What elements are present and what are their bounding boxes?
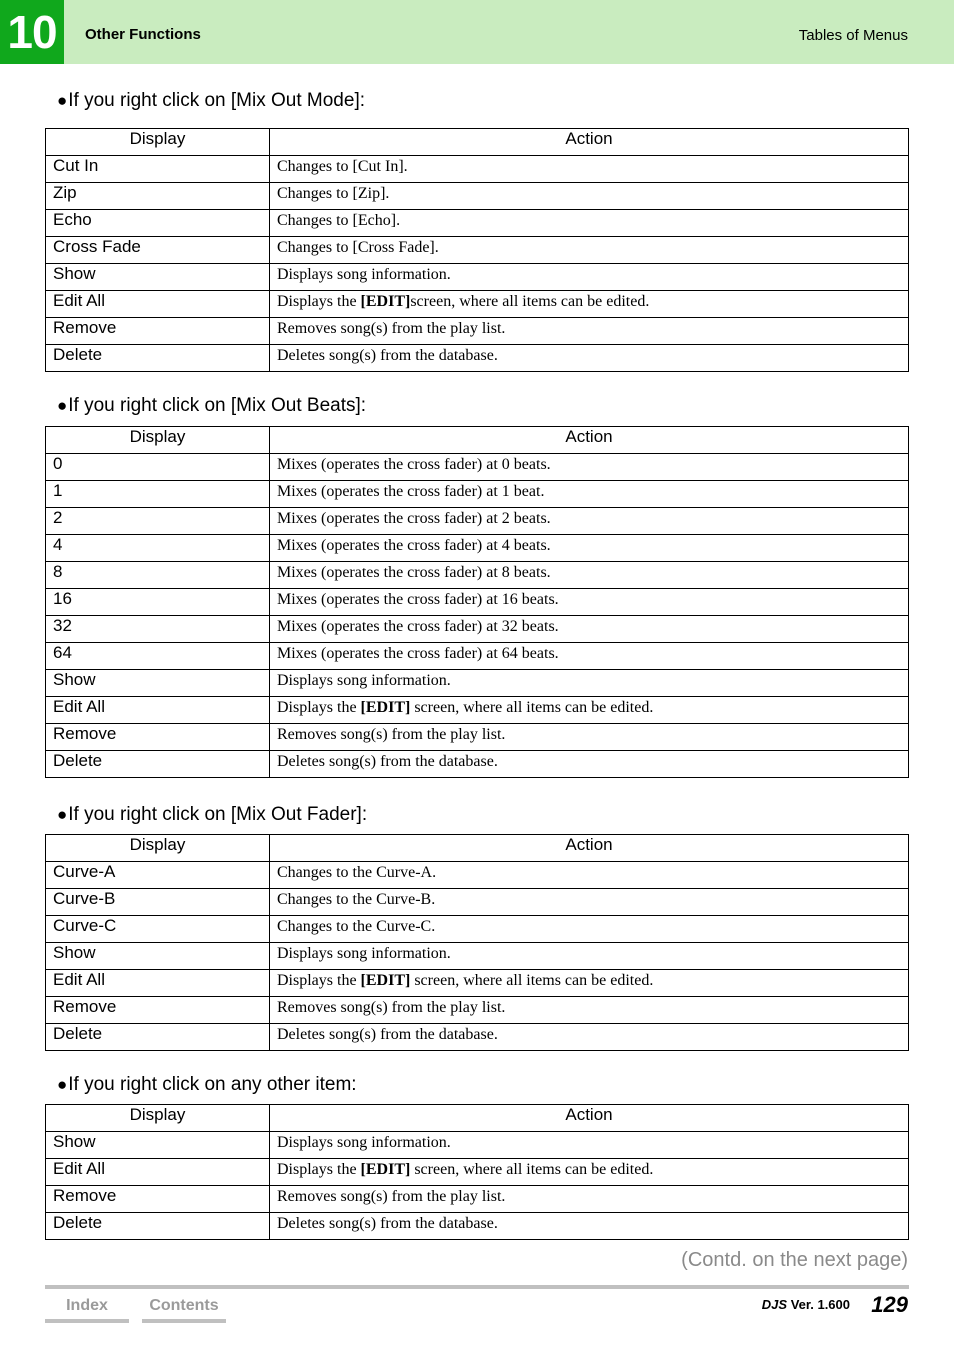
action-cell: Displays song information. (270, 943, 909, 970)
continued-note: (Contd. on the next page) (681, 1249, 908, 1271)
table-row (46, 183, 909, 210)
action-text: Displays the (277, 699, 361, 716)
display-cell: Delete (46, 345, 270, 372)
table-row (46, 1186, 909, 1213)
bullet-icon: ● (57, 91, 68, 110)
table-header-row (46, 427, 909, 454)
action-cell: Removes song(s) from the play list. (270, 318, 909, 345)
display-cell: Edit All (46, 697, 270, 724)
table-row (46, 318, 909, 345)
brand-name: DJS (761, 1297, 788, 1312)
action-screen-name: [EDIT] (360, 699, 411, 716)
table-row (46, 751, 909, 778)
menu-table-mix-out-beats (45, 426, 909, 778)
bullet-icon: ● (57, 1075, 68, 1094)
action-screen-name: [EDIT] (360, 1161, 411, 1178)
display-cell: Remove (46, 724, 270, 751)
action-cell: Mixes (operates the cross fader) at 8 beats. (270, 562, 909, 589)
table-header-row (46, 1105, 909, 1132)
table-row (46, 454, 909, 481)
table-row (46, 508, 909, 535)
display-cell: 4 (46, 535, 270, 562)
action-cell: Removes song(s) from the play list. (270, 997, 909, 1024)
footer-divider (45, 1285, 909, 1289)
table-row (46, 943, 909, 970)
menu-table-mix-out-mode (45, 128, 909, 372)
action-cell: Displays song information. (270, 1132, 909, 1159)
table-row (46, 1159, 909, 1186)
action-cell: Changes to the Curve-B. (270, 889, 909, 916)
table-row (46, 916, 909, 943)
action-text: Displays the (277, 972, 361, 989)
column-header-display: Display (46, 129, 270, 156)
page-header (0, 0, 954, 64)
table-row (46, 210, 909, 237)
table-row (46, 1132, 909, 1159)
table-row (46, 156, 909, 183)
display-cell: Show (46, 264, 270, 291)
action-text: screen, where all items can be edited. (410, 972, 654, 989)
action-cell: Removes song(s) from the play list. (270, 724, 909, 751)
menu-table-mix-out-fader (45, 834, 909, 1051)
display-cell: Cross Fade (46, 237, 270, 264)
bullet-icon: ● (57, 396, 68, 415)
table-row (46, 345, 909, 372)
action-cell: Deletes song(s) from the database. (270, 1024, 909, 1051)
action-cell (270, 291, 909, 318)
section-heading-text: If you right click on [Mix Out Mode]: (68, 90, 365, 111)
action-text: screen, where all items can be edited. (410, 1161, 654, 1178)
display-cell: Show (46, 943, 270, 970)
action-cell: Displays song information. (270, 264, 909, 291)
action-screen-name: [EDIT] (360, 293, 411, 310)
table-row (46, 697, 909, 724)
display-cell: 16 (46, 589, 270, 616)
version-number: Ver. 1.600 (790, 1297, 850, 1312)
action-cell: Changes to [Zip]. (270, 183, 909, 210)
action-cell: Mixes (operates the cross fader) at 16 beats. (270, 589, 909, 616)
display-cell: 64 (46, 643, 270, 670)
table-row (46, 562, 909, 589)
display-cell: Curve-C (46, 916, 270, 943)
display-cell: Curve-A (46, 862, 270, 889)
display-cell: Cut In (46, 156, 270, 183)
action-cell: Mixes (operates the cross fader) at 0 beats. (270, 454, 909, 481)
table-header-row (46, 129, 909, 156)
action-cell: Changes to the Curve-A. (270, 862, 909, 889)
action-cell: Changes to the Curve-C. (270, 916, 909, 943)
action-text: screen, where all items can be edited. (410, 293, 650, 310)
action-cell: Displays song information. (270, 670, 909, 697)
action-cell: Deletes song(s) from the database. (270, 345, 909, 372)
section-heading-text: If you right click on [Mix Out Fader]: (68, 804, 368, 825)
action-cell: Changes to [Echo]. (270, 210, 909, 237)
version-label (762, 1297, 850, 1312)
table-row (46, 264, 909, 291)
table-row (46, 970, 909, 997)
display-cell: Show (46, 670, 270, 697)
section-heading-mix-out-mode (57, 90, 365, 112)
index-link[interactable]: Index (45, 1295, 129, 1323)
display-cell: 0 (46, 454, 270, 481)
display-cell: Remove (46, 997, 270, 1024)
display-cell: Delete (46, 1213, 270, 1240)
menu-table-other-item (45, 1104, 909, 1240)
section-heading-other-item (57, 1074, 357, 1096)
table-row (46, 1213, 909, 1240)
action-cell (270, 970, 909, 997)
table-row (46, 1024, 909, 1051)
display-cell: Edit All (46, 291, 270, 318)
action-cell: Deletes song(s) from the database. (270, 1213, 909, 1240)
display-cell: Remove (46, 318, 270, 345)
action-cell: Deletes song(s) from the database. (270, 751, 909, 778)
table-row (46, 616, 909, 643)
chapter-title: Other Functions (85, 26, 201, 43)
display-cell: Delete (46, 751, 270, 778)
section-heading-mix-out-fader (57, 804, 367, 826)
column-header-action: Action (270, 1105, 909, 1132)
table-row (46, 862, 909, 889)
action-text: Displays the (277, 1161, 361, 1178)
display-cell: 8 (46, 562, 270, 589)
chapter-number-badge: 10 (0, 0, 64, 64)
page-number: 129 (871, 1292, 908, 1317)
display-cell: Zip (46, 183, 270, 210)
display-cell: Edit All (46, 1159, 270, 1186)
table-row (46, 589, 909, 616)
display-cell: Curve-B (46, 889, 270, 916)
action-cell: Mixes (operates the cross fader) at 64 beats. (270, 643, 909, 670)
table-row (46, 643, 909, 670)
column-header-display: Display (46, 835, 270, 862)
column-header-action: Action (270, 835, 909, 862)
table-row (46, 889, 909, 916)
section-title: Tables of Menus (798, 27, 908, 44)
table-row (46, 724, 909, 751)
section-heading-text: If you right click on [Mix Out Beats]: (68, 395, 367, 416)
table-row (46, 481, 909, 508)
display-cell: Edit All (46, 970, 270, 997)
section-heading-text: If you right click on any other item: (68, 1074, 357, 1095)
display-cell: 2 (46, 508, 270, 535)
column-header-display: Display (46, 1105, 270, 1132)
action-cell: Changes to [Cross Fade]. (270, 237, 909, 264)
display-cell: 32 (46, 616, 270, 643)
table-header-row (46, 835, 909, 862)
table-row (46, 291, 909, 318)
action-screen-name: [EDIT] (360, 972, 411, 989)
display-cell: Remove (46, 1186, 270, 1213)
action-text: screen, where all items can be edited. (410, 699, 654, 716)
action-cell: Mixes (operates the cross fader) at 2 beats. (270, 508, 909, 535)
section-heading-mix-out-beats (57, 395, 366, 417)
column-header-display: Display (46, 427, 270, 454)
display-cell: Echo (46, 210, 270, 237)
table-row (46, 997, 909, 1024)
contents-link[interactable]: Contents (142, 1295, 226, 1323)
table-row (46, 535, 909, 562)
display-cell: 1 (46, 481, 270, 508)
display-cell: Delete (46, 1024, 270, 1051)
action-cell (270, 1159, 909, 1186)
action-cell: Mixes (operates the cross fader) at 32 beats. (270, 616, 909, 643)
action-cell (270, 697, 909, 724)
bullet-icon: ● (57, 805, 68, 824)
display-cell: Show (46, 1132, 270, 1159)
column-header-action: Action (270, 129, 909, 156)
table-row (46, 670, 909, 697)
action-cell: Removes song(s) from the play list. (270, 1186, 909, 1213)
action-cell: Mixes (operates the cross fader) at 1 beat. (270, 481, 909, 508)
action-text: Displays the (277, 293, 361, 310)
action-cell: Mixes (operates the cross fader) at 4 beats. (270, 535, 909, 562)
table-row (46, 237, 909, 264)
column-header-action: Action (270, 427, 909, 454)
action-cell: Changes to [Cut In]. (270, 156, 909, 183)
